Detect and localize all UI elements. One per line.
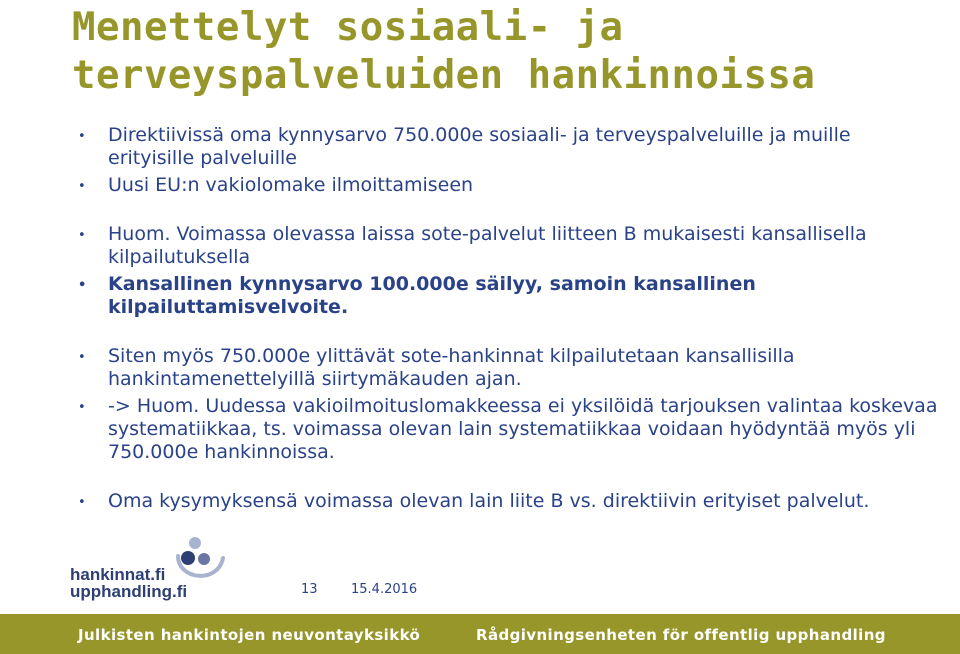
bullet-text: Uusi EU:n vakiolomake ilmoittamiseen [108, 174, 474, 196]
bullet-item [78, 490, 938, 513]
bullet-list [78, 124, 938, 513]
logo-dot-light [189, 537, 201, 549]
logo-text-hankinnat: hankinnat.fi [70, 565, 166, 584]
bullet-text: Kansallinen kynnysarvo 100.000e säilyy, samoin kansallinen kilpailuttamisvelvoite. [108, 273, 756, 318]
slide-date: 15.4.2016 [351, 582, 418, 597]
bullet-item [78, 124, 938, 170]
bullet-item [78, 395, 938, 464]
logo-dot-dark [181, 551, 195, 565]
slide-title: Menettelyt sosiaali- ja terveyspalveluiden hankinnoissa [72, 5, 816, 98]
bullet-item [78, 273, 938, 319]
footer-right-text: Rådgivningsenheten för offentlig upphandling [476, 626, 886, 644]
bullet-dot-icon: • [78, 179, 86, 194]
bullet-dot-icon: • [78, 495, 86, 510]
logo-dot-mid [198, 553, 210, 565]
bullet-item [78, 223, 938, 269]
bullet-dot-icon: • [78, 129, 86, 144]
slide-number: 13 [301, 582, 318, 597]
footer-left-text: Julkisten hankintojen neuvontayksikkö [78, 626, 421, 644]
bullet-item [78, 345, 938, 391]
bullet-text: Huom. Voimassa olevassa laissa sote-palvelut liitteen B mukaisesti kansallisella kilpailutuksella [108, 223, 867, 268]
footer-bar [0, 614, 960, 654]
bullet-dot-icon: • [78, 228, 86, 243]
bullet-dot-icon: • [78, 278, 87, 293]
bullet-text: Oma kysymyksensä voimassa olevan lain liite B vs. direktiivin erityiset palvelut. [108, 490, 870, 512]
bullet-dot-icon: • [78, 350, 86, 365]
bullet-text: Direktiivissä oma kynnysarvo 750.000e sosiaali- ja terveyspalveluille ja muille erityisille palveluille [108, 124, 851, 169]
bullet-text: -> Huom. Uudessa vakioilmoituslomakkeessa ei yksilöidä tarjouksen valintaa koskevaa systematiikkaa, ts. voimassa olevan lain systematiikkaa voidaan hyödyntää myös yli 750.000e hankinnoissa. [108, 395, 938, 463]
logo-text-upphandling: upphandling.fi [70, 582, 188, 601]
bullet-item [78, 174, 938, 197]
bullet-text: Siten myös 750.000e ylittävät sote-hankinnat kilpailutetaan kansallisilla hankintamenettelyillä siirtymäkauden ajan. [108, 345, 795, 390]
bullet-dot-icon: • [78, 400, 86, 415]
